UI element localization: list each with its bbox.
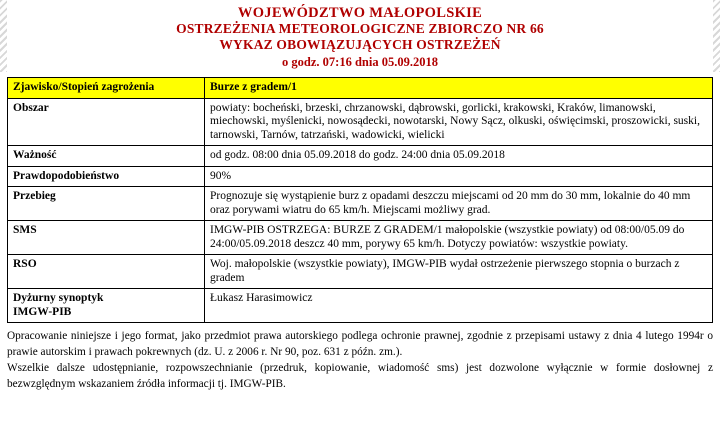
header-region-title: WOJEWÓDZTWO MAŁOPOLSKIE [237, 5, 483, 21]
header-warning-number: OSTRZEŻENIA METEOROLOGICZNE ZBIORCZO NR 66 [176, 21, 544, 36]
row-label-rso: RSO [8, 255, 205, 289]
document-header [0, 0, 720, 74]
row-value-phenomenon: Burze z gradem/1 [205, 78, 713, 99]
legal-notice [7, 329, 713, 392]
table-row [8, 98, 713, 146]
row-value-area: powiaty: bocheński, brzeski, chrzanowski, dąbrowski, gorlicki, krakowski, Kraków, limanowski, miechowski, myślenicki, nowosądecki, nowotarski, Nowy Sącz, olkuski, oświęcimski, proszowicki, suski, tarnowski, Tarnów, tatrzański, wadowicki, wielicki [205, 98, 713, 146]
table-row [8, 78, 713, 99]
row-label-synoptician [8, 289, 205, 323]
row-label-area: Obszar [8, 98, 205, 146]
row-value-probability: 90% [205, 166, 713, 187]
legal-paragraph-2: Wszelkie dalsze udostępnianie, rozpowszechnianie (przedruk, kopiowanie, wiadomość sms) jest dozwolone wyłącznie w formie dosłownej z bezwzględnym wskazaniem źródła informacji tj. IMGW-PIB. [7, 362, 713, 390]
row-label-course: Przebieg [8, 187, 205, 221]
row-label-sms: SMS [8, 221, 205, 255]
warning-table [7, 77, 713, 323]
header-subtitle: WYKAZ OBOWIĄZUJĄCYCH OSTRZEŻEŃ [219, 37, 501, 52]
table-row [8, 187, 713, 221]
row-value-course: Prognozuje się wystąpienie burz z opadami deszczu miejscami od 20 mm do 30 mm, lokalnie do 40 mm oraz porywami wiatru do 65 km/h. Miejscami możliwy grad. [205, 187, 713, 221]
page-edge-left-decoration [0, 0, 7, 72]
row-value-synoptician: Łukasz Harasimowicz [205, 289, 713, 323]
row-value-rso: Woj. małopolskie (wszystkie powiaty), IMGW-PIB wydał ostrzeżenie pierwszego stopnia o burzach z gradem [205, 255, 713, 289]
row-label-phenomenon: Zjawisko/Stopień zagrożenia [8, 78, 205, 99]
row-label-synoptician-line1: Dyżurny synoptyk [13, 292, 104, 304]
table-row [8, 166, 713, 187]
row-label-validity: Ważność [8, 146, 205, 167]
table-row [8, 255, 713, 289]
row-value-sms: IMGW-PIB OSTRZEGA: BURZE Z GRADEM/1 małopolskie (wszystkie powiaty) od 08:00/05.09 do 24:00/05.09.2018 deszcz 40 mm, porywy 65 km/h. Dotyczy powiatów: wszystkie powiaty. [205, 221, 713, 255]
row-label-synoptician-line2: IMGW-PIB [13, 305, 72, 318]
legal-paragraph-1: Opracowanie niniejsze i jego format, jako przedmiot prawa autorskiego podlega ochronie prawnej, zgodnie z przepisami ustawy z dnia 4 lutego 1994r o prawie autorskim i prawach pokrewnych (dz. U. z 2006 r. Nr 90, poz. 631 z późn. zm.). [7, 330, 713, 358]
page-edge-right-decoration [713, 0, 720, 72]
header-timestamp: o godz. 07:16 dnia 05.09.2018 [282, 55, 438, 69]
table-row [8, 221, 713, 255]
table-row [8, 146, 713, 167]
row-value-validity: od godz. 08:00 dnia 05.09.2018 do godz. 24:00 dnia 05.09.2018 [205, 146, 713, 167]
row-label-probability: Prawdopodobieństwo [8, 166, 205, 187]
table-row [8, 289, 713, 323]
